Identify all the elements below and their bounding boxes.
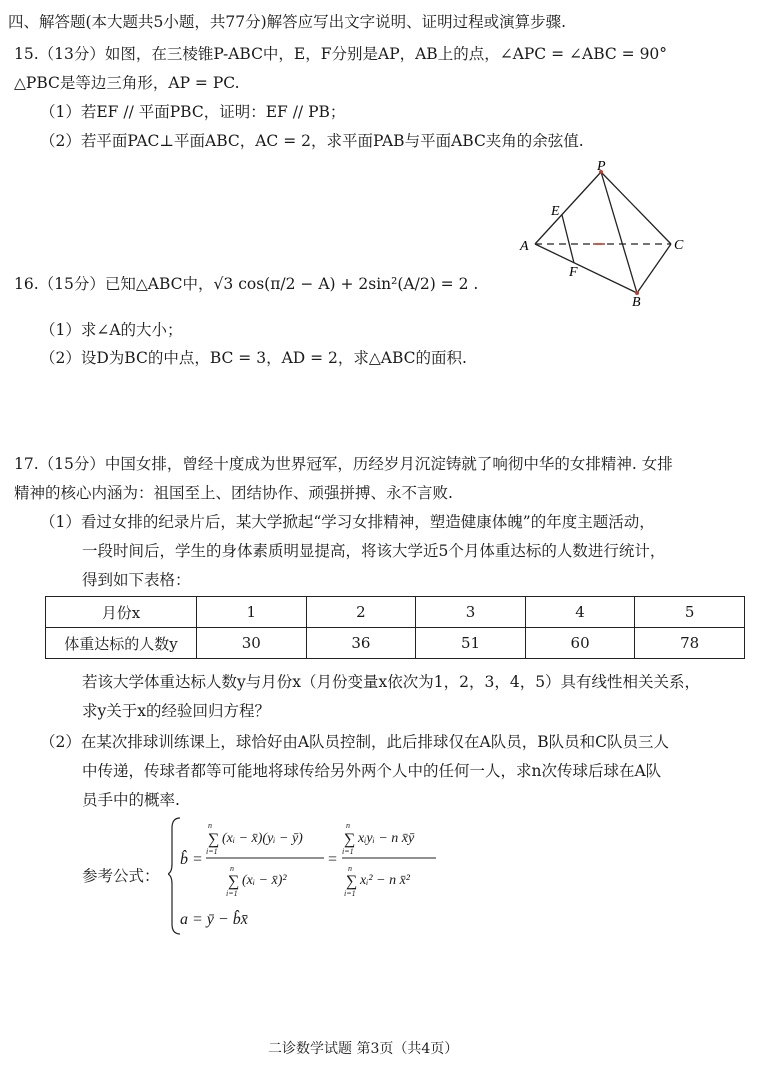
section-header: 四、解答题(本大题共5小题，共77分)解答应写出文字说明、证明过程或演算步骤. (8, 13, 567, 31)
svg-text:i=1: i=1 (226, 889, 238, 898)
table-cell: 3 (416, 597, 526, 628)
svg-text:∑: ∑ (208, 831, 220, 848)
q15-part2: （2）若平面PAC⊥平面ABC，AC = 2，求平面PAB与平面ABC夹角的余弦值. (40, 132, 584, 150)
edge-a-b (535, 244, 637, 293)
label-a: A (520, 239, 529, 254)
q17-line2: 精神的核心内涵为：祖国至上、团结协作、顽强拼搏、永不言败. (14, 484, 453, 502)
table-cell: 36 (306, 628, 416, 659)
q17-part2-line1: （2）在某次排球训练课上，球恰好由A队员控制，此后排球仅在A队员，B队员和C队员三人 (40, 733, 670, 751)
label-p: P (597, 160, 606, 174)
edge-a-p (535, 172, 601, 244)
svg-text:n: n (230, 864, 234, 873)
data-table (45, 596, 745, 659)
table-cell: 1 (197, 597, 307, 628)
table-cell: 4 (525, 597, 635, 628)
q17-part2-line3: 员手中的概率. (82, 791, 180, 809)
svg-text:(xᵢ − x̄)²: (xᵢ − x̄)² (242, 873, 287, 888)
table-cell: 30 (197, 628, 307, 659)
table-cell: 51 (416, 628, 526, 659)
q17-after-table2: 求y关于x的经验回归方程？ (82, 702, 270, 720)
q17-after-table1: 若该大学体重达标人数y与月份x（月份变量x依次为1，2，3，4，5）具有线性相关关系， (82, 673, 701, 691)
q15-line1: 15.（13分）如图，在三棱锥P-ABC中，E，F分别是AP，AB上的点，∠APC = ∠ABC = 90° (14, 45, 668, 63)
table-row (46, 628, 745, 659)
q17-line1: 17.（15分）中国女排，曾经十度成为世界冠军，历经岁月沉淀铸就了响彻中华的女排精神. 女排 (14, 455, 673, 473)
table-row (46, 597, 745, 628)
label-b: B (632, 295, 641, 310)
table-cell: 78 (635, 628, 745, 659)
svg-text:=: = (328, 851, 338, 868)
svg-text:(xᵢ − x̄)(yᵢ − ȳ): (xᵢ − x̄)(yᵢ − ȳ) (222, 831, 303, 846)
q16-part2: （2）设D为BC的中点，BC = 3，AD = 2，求△ABC的面积. (40, 349, 467, 367)
svg-text:xᵢyᵢ − n x̄ȳ: xᵢyᵢ − n x̄ȳ (358, 831, 415, 846)
label-f: F (569, 265, 578, 280)
q17-part1-line2: 一段时间后，学生的身体素质明显提高，将该大学近5个月体重达标的人数进行统计， (82, 542, 666, 560)
svg-text:n: n (346, 821, 350, 830)
q16-part1: （1）求∠A的大小； (40, 321, 183, 339)
label-e: E (551, 204, 560, 219)
table-header-month: 月份x (46, 597, 197, 628)
svg-text:i=1: i=1 (206, 847, 218, 856)
table-cell: 60 (525, 628, 635, 659)
edge-b-c (637, 244, 671, 293)
q17-part1-line3: 得到如下表格： (82, 571, 191, 589)
q15-line2: △PBC是等边三角形，AP = PC. (14, 74, 240, 92)
segment-e-f (562, 215, 574, 263)
q16-line1: 16.（15分）已知△ABC中，√3 cos(π/2 − A) + 2sin²(A/2) = 2 . (14, 275, 479, 293)
q17-part2-line2: 中传递，传球者都等可能地将球传给另外两个人中的任何一人，求n次传球后球在A队 (82, 762, 662, 780)
svg-text:∑: ∑ (228, 873, 240, 890)
svg-text:∑: ∑ (346, 873, 358, 890)
svg-text:b̂ =: b̂ = (180, 851, 203, 868)
q15-part1: （1）若EF // 平面PBC，证明：EF // PB； (40, 103, 346, 121)
formula-label: 参考公式： (82, 867, 160, 885)
svg-text:xᵢ² − n x̄²: xᵢ² − n x̄² (360, 873, 410, 888)
page-footer: 二诊数学试题 第3页（共4页） (268, 1041, 459, 1057)
svg-text:a = ȳ − b̂x̄: a = ȳ − b̂x̄ (180, 911, 248, 928)
table-cell: 2 (306, 597, 416, 628)
regression-formula (168, 816, 468, 936)
svg-text:∑: ∑ (344, 831, 356, 848)
table-cell: 5 (635, 597, 745, 628)
pyramid-figure (515, 160, 705, 310)
svg-text:n: n (348, 864, 352, 873)
svg-text:n: n (208, 821, 212, 830)
table-header-count: 体重达标的人数y (46, 628, 197, 659)
q17-part1-line1: （1）看过女排的纪录片后，某大学掀起“学习女排精神，塑造健康体魄”的年度主题活动， (40, 513, 655, 531)
svg-text:i=1: i=1 (344, 889, 356, 898)
label-c: C (674, 238, 684, 253)
svg-text:i=1: i=1 (342, 847, 354, 856)
